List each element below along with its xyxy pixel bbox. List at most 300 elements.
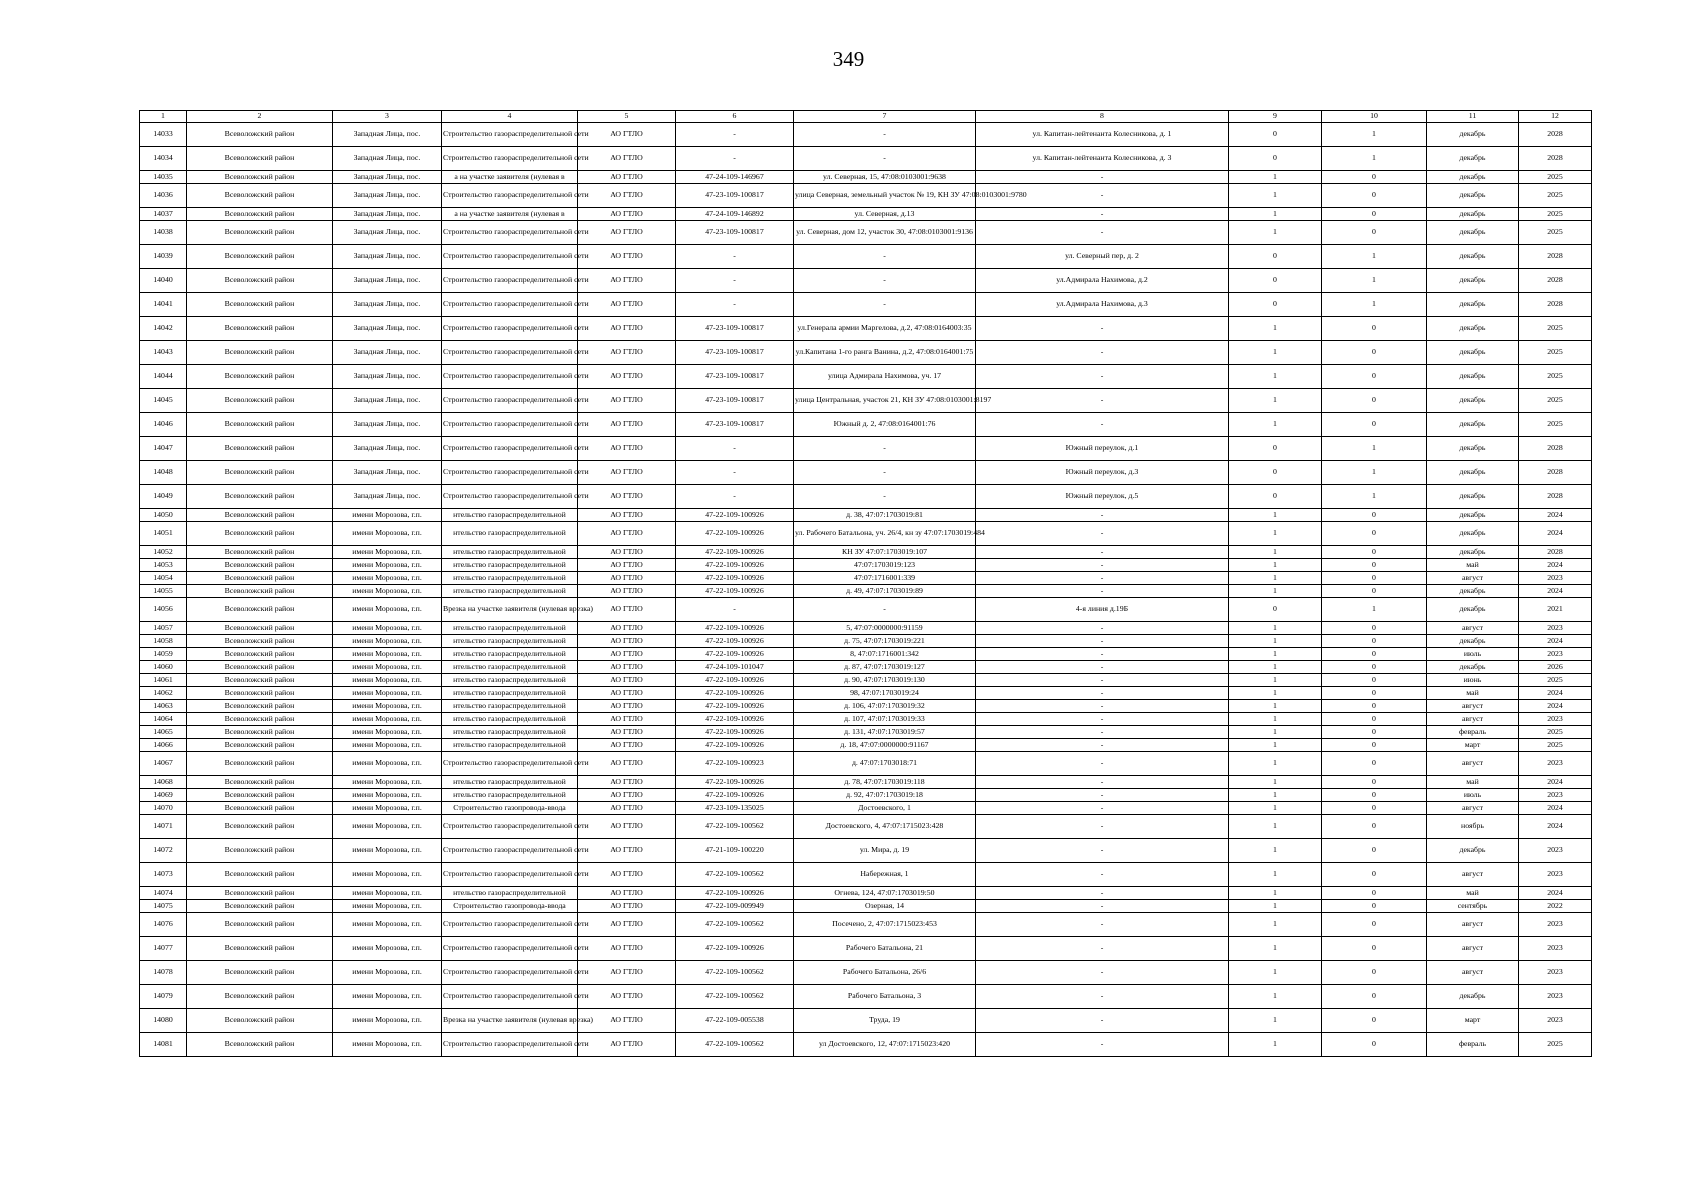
table-cell: 47-22-109-009949 <box>676 900 794 913</box>
table-cell: июль <box>1427 648 1519 661</box>
table-row <box>140 700 1592 713</box>
table-cell: 1 <box>1229 585 1322 598</box>
table-cell: Западная Лица, пос. <box>333 293 442 317</box>
table-cell: нтельство газораспределительной <box>442 687 578 700</box>
table-cell: Всеволожский район <box>187 123 333 147</box>
table-cell: 1 <box>1229 789 1322 802</box>
table-cell: Западная Лица, пос. <box>333 461 442 485</box>
table-row <box>140 937 1592 961</box>
table-cell: ул. Северная, дом 12, участок 30, 47:08:0103001:9136 <box>794 221 976 245</box>
table-cell: нтельство газораспределительной <box>442 776 578 789</box>
table-cell: - <box>976 184 1229 208</box>
table-cell: 14051 <box>140 522 187 546</box>
table-cell: - <box>976 622 1229 635</box>
table-cell: 2024 <box>1519 887 1592 900</box>
table-row <box>140 863 1592 887</box>
table-cell: имени Морозова, г.п. <box>333 661 442 674</box>
table-cell: Строительство газораспределительной сети <box>442 913 578 937</box>
table-cell: ул.Адмирала Нахимова, д.2 <box>976 269 1229 293</box>
table-cell: 0 <box>1322 863 1427 887</box>
table-cell: ул.Капитана 1-го ранга Ванина, д.2, 47:08:0164001:75 <box>794 341 976 365</box>
table-cell: - <box>976 887 1229 900</box>
table-cell: 0 <box>1322 674 1427 687</box>
table-cell: АО ГТЛО <box>578 900 676 913</box>
table-cell: 14073 <box>140 863 187 887</box>
table-cell: имени Морозова, г.п. <box>333 1033 442 1057</box>
table-cell: 2024 <box>1519 559 1592 572</box>
table-cell: АО ГТЛО <box>578 776 676 789</box>
table-cell: 47-22-109-100926 <box>676 687 794 700</box>
table-cell: 14060 <box>140 661 187 674</box>
table-cell: имени Морозова, г.п. <box>333 937 442 961</box>
table-cell: - <box>976 789 1229 802</box>
table-cell: 1 <box>1229 839 1322 863</box>
table-cell: Строительство газораспределительной сети <box>442 752 578 776</box>
table-cell: АО ГТЛО <box>578 700 676 713</box>
table-cell: Всеволожский район <box>187 485 333 509</box>
table-cell: д. 92, 47:07:1703019:18 <box>794 789 976 802</box>
table-cell: 14066 <box>140 739 187 752</box>
table-cell: Всеволожский район <box>187 461 333 485</box>
table-cell: август <box>1427 913 1519 937</box>
table-cell: имени Морозова, г.п. <box>333 700 442 713</box>
table-cell: АО ГТЛО <box>578 622 676 635</box>
table-cell: АО ГТЛО <box>578 389 676 413</box>
table-row <box>140 147 1592 171</box>
table-cell: Всеволожский район <box>187 726 333 739</box>
table-row <box>140 171 1592 184</box>
table-cell: 14076 <box>140 913 187 937</box>
table-cell: август <box>1427 937 1519 961</box>
table-cell: Строительство газораспределительной сети <box>442 365 578 389</box>
table-cell: Всеволожский район <box>187 635 333 648</box>
table-cell: 2025 <box>1519 1033 1592 1057</box>
table-cell: 14064 <box>140 713 187 726</box>
table-row <box>140 413 1592 437</box>
table-cell: - <box>794 147 976 171</box>
table-cell: 1 <box>1322 245 1427 269</box>
table-cell: 47-22-109-100926 <box>676 572 794 585</box>
table-cell: имени Морозова, г.п. <box>333 522 442 546</box>
table-cell: 2021 <box>1519 598 1592 622</box>
table-row <box>140 961 1592 985</box>
table-cell: улица Северная, земельный участок № 19, КН ЗУ 47:08:0103001:9780 <box>794 184 976 208</box>
table-row <box>140 365 1592 389</box>
table-cell: 14077 <box>140 937 187 961</box>
table-cell: АО ГТЛО <box>578 635 676 648</box>
table-row <box>140 269 1592 293</box>
table-cell: декабрь <box>1427 317 1519 341</box>
table-cell: Западная Лица, пос. <box>333 208 442 221</box>
table-cell: имени Морозова, г.п. <box>333 572 442 585</box>
table-cell: нтельство газораспределительной <box>442 700 578 713</box>
table-cell: 2025 <box>1519 739 1592 752</box>
table-cell: нтельство газораспределительной <box>442 509 578 522</box>
table-cell: АО ГТЛО <box>578 585 676 598</box>
table-row <box>140 674 1592 687</box>
table-cell: 1 <box>1229 752 1322 776</box>
table-cell: - <box>976 317 1229 341</box>
table-cell: 98, 47:07:1703019:24 <box>794 687 976 700</box>
table-cell: 2024 <box>1519 815 1592 839</box>
table-cell: декабрь <box>1427 208 1519 221</box>
table-cell: 47-23-109-100817 <box>676 389 794 413</box>
table-cell: 0 <box>1229 485 1322 509</box>
table-cell: 14048 <box>140 461 187 485</box>
table-cell: декабрь <box>1427 293 1519 317</box>
table-cell: - <box>976 1009 1229 1033</box>
table-cell: имени Морозова, г.п. <box>333 559 442 572</box>
table-cell: декабрь <box>1427 635 1519 648</box>
table-cell: 1 <box>1229 887 1322 900</box>
table-row <box>140 598 1592 622</box>
table-cell: 14075 <box>140 900 187 913</box>
table-cell: Всеволожский район <box>187 674 333 687</box>
table-cell: 47-22-109-100926 <box>676 776 794 789</box>
table-cell: 1 <box>1229 815 1322 839</box>
table-cell: 14070 <box>140 802 187 815</box>
table-cell: Строительство газораспределительной сети <box>442 389 578 413</box>
table-cell: 47-22-109-100562 <box>676 1033 794 1057</box>
table-cell: д. 38, 47:07:1703019:81 <box>794 509 976 522</box>
table-cell: АО ГТЛО <box>578 1009 676 1033</box>
table-cell: Строительство газораспределительной сети <box>442 341 578 365</box>
table-cell: - <box>976 713 1229 726</box>
table-cell: Врезка на участке заявителя (нулевая врезка) <box>442 1009 578 1033</box>
table-cell: Южный переулок, д.3 <box>976 461 1229 485</box>
table-cell: Достоевского, 4, 47:07:1715023:428 <box>794 815 976 839</box>
table-cell: 1 <box>1229 221 1322 245</box>
table-cell: имени Морозова, г.п. <box>333 815 442 839</box>
table-cell: АО ГТЛО <box>578 789 676 802</box>
table-cell: август <box>1427 961 1519 985</box>
table-cell: 14038 <box>140 221 187 245</box>
table-cell: 1 <box>1229 365 1322 389</box>
table-cell: декабрь <box>1427 485 1519 509</box>
table-cell: 0 <box>1322 184 1427 208</box>
header-row <box>140 111 1592 123</box>
table-cell: Всеволожский район <box>187 341 333 365</box>
table-cell: АО ГТЛО <box>578 937 676 961</box>
table-cell: - <box>976 559 1229 572</box>
table-row <box>140 985 1592 1009</box>
table-cell: АО ГТЛО <box>578 726 676 739</box>
table-cell: 2023 <box>1519 648 1592 661</box>
table-cell: 14071 <box>140 815 187 839</box>
table-cell: май <box>1427 687 1519 700</box>
table-cell: 14046 <box>140 413 187 437</box>
table-cell: 47-22-109-100926 <box>676 635 794 648</box>
table-cell: 47-22-109-100562 <box>676 815 794 839</box>
table-cell: 2025 <box>1519 726 1592 739</box>
table-cell: - <box>976 1033 1229 1057</box>
table-cell: Западная Лица, пос. <box>333 437 442 461</box>
table-row <box>140 341 1592 365</box>
column-header: 6 <box>676 111 794 123</box>
table-cell: 2023 <box>1519 1009 1592 1033</box>
table-cell: - <box>794 485 976 509</box>
table-cell: 2025 <box>1519 341 1592 365</box>
table-cell: АО ГТЛО <box>578 245 676 269</box>
table-cell: декабрь <box>1427 522 1519 546</box>
table-cell: д. 49, 47:07:1703019:89 <box>794 585 976 598</box>
table-row <box>140 776 1592 789</box>
table-cell: - <box>976 863 1229 887</box>
table-cell: имени Морозова, г.п. <box>333 961 442 985</box>
table-cell: 2023 <box>1519 839 1592 863</box>
table-row <box>140 1009 1592 1033</box>
table-cell: Рабочего Батальона, 3 <box>794 985 976 1009</box>
table-cell: 14056 <box>140 598 187 622</box>
table-cell: 0 <box>1229 123 1322 147</box>
table-cell: август <box>1427 713 1519 726</box>
data-table <box>139 110 1592 1057</box>
table-cell: 0 <box>1322 776 1427 789</box>
table-cell: д. 107, 47:07:1703019:33 <box>794 713 976 726</box>
table-cell: нтельство газораспределительной <box>442 674 578 687</box>
table-cell: - <box>976 739 1229 752</box>
table-cell: - <box>976 802 1229 815</box>
table-cell: Всеволожский район <box>187 648 333 661</box>
table-cell: 2025 <box>1519 208 1592 221</box>
table-cell: август <box>1427 752 1519 776</box>
table-cell: 14059 <box>140 648 187 661</box>
table-cell: 0 <box>1322 317 1427 341</box>
table-cell: декабрь <box>1427 546 1519 559</box>
column-header: 11 <box>1427 111 1519 123</box>
column-header: 5 <box>578 111 676 123</box>
table-cell: Строительство газораспределительной сети <box>442 147 578 171</box>
table-cell: 0 <box>1322 839 1427 863</box>
table-cell: ул. Северный пер, д. 2 <box>976 245 1229 269</box>
table-cell: 47-22-109-100926 <box>676 559 794 572</box>
table-cell: 2023 <box>1519 752 1592 776</box>
table-cell: Строительство газораспределительной сети <box>442 317 578 341</box>
table-cell: декабрь <box>1427 985 1519 1009</box>
table-cell: 47-24-109-146892 <box>676 208 794 221</box>
table-cell: имени Морозова, г.п. <box>333 713 442 726</box>
table-cell: - <box>676 461 794 485</box>
table-cell: ул. Рабочего Батальона, уч. 26/4, кн зу 47:07:1703019:484 <box>794 522 976 546</box>
table-cell: декабрь <box>1427 461 1519 485</box>
table-cell: 1 <box>1229 622 1322 635</box>
table-cell: Западная Лица, пос. <box>333 147 442 171</box>
table-cell: 47-22-109-100562 <box>676 863 794 887</box>
table-cell: Строительство газораспределительной сети <box>442 123 578 147</box>
table-cell: 1 <box>1229 961 1322 985</box>
table-row <box>140 485 1592 509</box>
table-cell: Рабочего Батальона, 26/6 <box>794 961 976 985</box>
table-cell: декабрь <box>1427 389 1519 413</box>
table-cell: Строительство газораспределительной сети <box>442 961 578 985</box>
table-cell: май <box>1427 559 1519 572</box>
table-header <box>140 111 1592 123</box>
table-cell: 0 <box>1322 221 1427 245</box>
table-cell: АО ГТЛО <box>578 184 676 208</box>
table-cell: 0 <box>1322 937 1427 961</box>
table-cell: - <box>976 585 1229 598</box>
table-cell: 2026 <box>1519 661 1592 674</box>
column-header: 2 <box>187 111 333 123</box>
table-cell: - <box>794 123 976 147</box>
table-cell: АО ГТЛО <box>578 913 676 937</box>
table-cell: 2028 <box>1519 546 1592 559</box>
table-cell: 2025 <box>1519 413 1592 437</box>
table-cell: Всеволожский район <box>187 413 333 437</box>
table-cell: имени Морозова, г.п. <box>333 687 442 700</box>
table-cell: Всеволожский район <box>187 985 333 1009</box>
table-cell: Западная Лица, пос. <box>333 171 442 184</box>
table-cell: АО ГТЛО <box>578 546 676 559</box>
table-cell: АО ГТЛО <box>578 522 676 546</box>
table-cell: Огнева, 124, 47:07:1703019:50 <box>794 887 976 900</box>
table-cell: АО ГТЛО <box>578 739 676 752</box>
table-cell: 14035 <box>140 171 187 184</box>
table-cell: 0 <box>1322 661 1427 674</box>
table-cell: имени Морозова, г.п. <box>333 887 442 900</box>
table-cell: 47-23-109-100817 <box>676 184 794 208</box>
table-cell: 47-22-109-100562 <box>676 985 794 1009</box>
table-cell: Всеволожский район <box>187 687 333 700</box>
table-cell: 14050 <box>140 509 187 522</box>
table-cell: 4-я линия д.19Б <box>976 598 1229 622</box>
table-cell: Врезка на участке заявителя (нулевая врезка) <box>442 598 578 622</box>
table-cell: Всеволожский район <box>187 913 333 937</box>
table-cell: 1 <box>1229 913 1322 937</box>
table-row <box>140 815 1592 839</box>
table-row <box>140 208 1592 221</box>
table-cell: 2028 <box>1519 269 1592 293</box>
table-cell: 0 <box>1322 341 1427 365</box>
table-cell: 14067 <box>140 752 187 776</box>
table-cell: Строительство газораспределительной сети <box>442 413 578 437</box>
table-row <box>140 585 1592 598</box>
table-cell: 14055 <box>140 585 187 598</box>
table-cell: Труда, 19 <box>794 1009 976 1033</box>
table-cell: 14069 <box>140 789 187 802</box>
table-cell: нтельство газораспределительной <box>442 726 578 739</box>
table-cell: нтельство газораспределительной <box>442 572 578 585</box>
table-cell: Всеволожский район <box>187 522 333 546</box>
table-cell: - <box>976 726 1229 739</box>
table-cell: имени Морозова, г.п. <box>333 900 442 913</box>
table-cell: декабрь <box>1427 509 1519 522</box>
table-cell: - <box>794 269 976 293</box>
table-cell: - <box>976 776 1229 789</box>
table-cell: 14039 <box>140 245 187 269</box>
table-cell: 2022 <box>1519 900 1592 913</box>
table-row <box>140 802 1592 815</box>
table-cell: д. 75, 47:07:1703019:221 <box>794 635 976 648</box>
table-cell: 0 <box>1322 648 1427 661</box>
table-cell: АО ГТЛО <box>578 674 676 687</box>
table-cell: д. 90, 47:07:1703019:130 <box>794 674 976 687</box>
table-cell: 47-22-109-100926 <box>676 739 794 752</box>
table-cell: - <box>976 572 1229 585</box>
table-row <box>140 546 1592 559</box>
table-cell: 2025 <box>1519 365 1592 389</box>
table-cell: Строительство газораспределительной сети <box>442 437 578 461</box>
table-cell: нтельство газораспределительной <box>442 661 578 674</box>
column-header: 8 <box>976 111 1229 123</box>
table-cell: декабрь <box>1427 171 1519 184</box>
table-cell: улица Адмирала Нахимова, уч. 17 <box>794 365 976 389</box>
table-cell: - <box>676 147 794 171</box>
table-cell: 1 <box>1229 802 1322 815</box>
table-cell: 1 <box>1229 546 1322 559</box>
table-cell: нтельство газораспределительной <box>442 522 578 546</box>
table-cell: нтельство газораспределительной <box>442 559 578 572</box>
table-cell: нтельство газораспределительной <box>442 546 578 559</box>
table-cell: 1 <box>1229 341 1322 365</box>
table-cell: 1 <box>1229 937 1322 961</box>
table-cell: 1 <box>1229 208 1322 221</box>
table-cell: 2028 <box>1519 461 1592 485</box>
table-cell: д. 47:07:1703018:71 <box>794 752 976 776</box>
table-cell: 2023 <box>1519 961 1592 985</box>
table-cell: 0 <box>1322 726 1427 739</box>
table-cell: 47-22-109-005538 <box>676 1009 794 1033</box>
table-cell: 1 <box>1322 461 1427 485</box>
table-cell: 0 <box>1322 389 1427 413</box>
table-row <box>140 661 1592 674</box>
table-cell: март <box>1427 1009 1519 1033</box>
column-header: 4 <box>442 111 578 123</box>
table-cell: Всеволожский район <box>187 437 333 461</box>
table-row <box>140 622 1592 635</box>
table-cell: 0 <box>1322 1009 1427 1033</box>
table-cell: д. 131, 47:07:1703019:57 <box>794 726 976 739</box>
table-cell: - <box>976 221 1229 245</box>
table-cell: 1 <box>1229 389 1322 413</box>
table-cell: имени Морозова, г.п. <box>333 913 442 937</box>
table-cell: Строительство газораспределительной сети <box>442 937 578 961</box>
table-cell: 2023 <box>1519 572 1592 585</box>
table-cell: 0 <box>1322 585 1427 598</box>
table-cell: август <box>1427 802 1519 815</box>
table-cell: 1 <box>1229 776 1322 789</box>
table-cell: 14072 <box>140 839 187 863</box>
table-cell: 47-23-109-100817 <box>676 317 794 341</box>
table-cell: 2023 <box>1519 789 1592 802</box>
table-cell: 14054 <box>140 572 187 585</box>
table-cell: АО ГТЛО <box>578 961 676 985</box>
table-cell: 1 <box>1229 509 1322 522</box>
table-cell: имени Морозова, г.п. <box>333 726 442 739</box>
table-cell: 47-23-109-100817 <box>676 365 794 389</box>
table-cell: 0 <box>1229 269 1322 293</box>
table-cell: - <box>976 687 1229 700</box>
table-cell: 8, 47:07:1716001:342 <box>794 648 976 661</box>
table-cell: - <box>976 509 1229 522</box>
table-cell: Всеволожский район <box>187 789 333 802</box>
table-cell: 14062 <box>140 687 187 700</box>
table-cell: февраль <box>1427 1033 1519 1057</box>
table-cell: Западная Лица, пос. <box>333 269 442 293</box>
table-cell: АО ГТЛО <box>578 559 676 572</box>
table-cell: 0 <box>1322 559 1427 572</box>
table-cell: 1 <box>1229 900 1322 913</box>
table-cell: - <box>794 293 976 317</box>
table-cell: ул.Адмирала Нахимова, д.3 <box>976 293 1229 317</box>
table-cell: 14081 <box>140 1033 187 1057</box>
table-cell: декабрь <box>1427 437 1519 461</box>
table-cell: 47-24-109-146967 <box>676 171 794 184</box>
table-cell: ул. Капитан-лейтенанта Колесникова, д. 1 <box>976 123 1229 147</box>
table-cell: 2028 <box>1519 147 1592 171</box>
table-cell: Всеволожский район <box>187 839 333 863</box>
table-cell: 47-22-109-100926 <box>676 546 794 559</box>
